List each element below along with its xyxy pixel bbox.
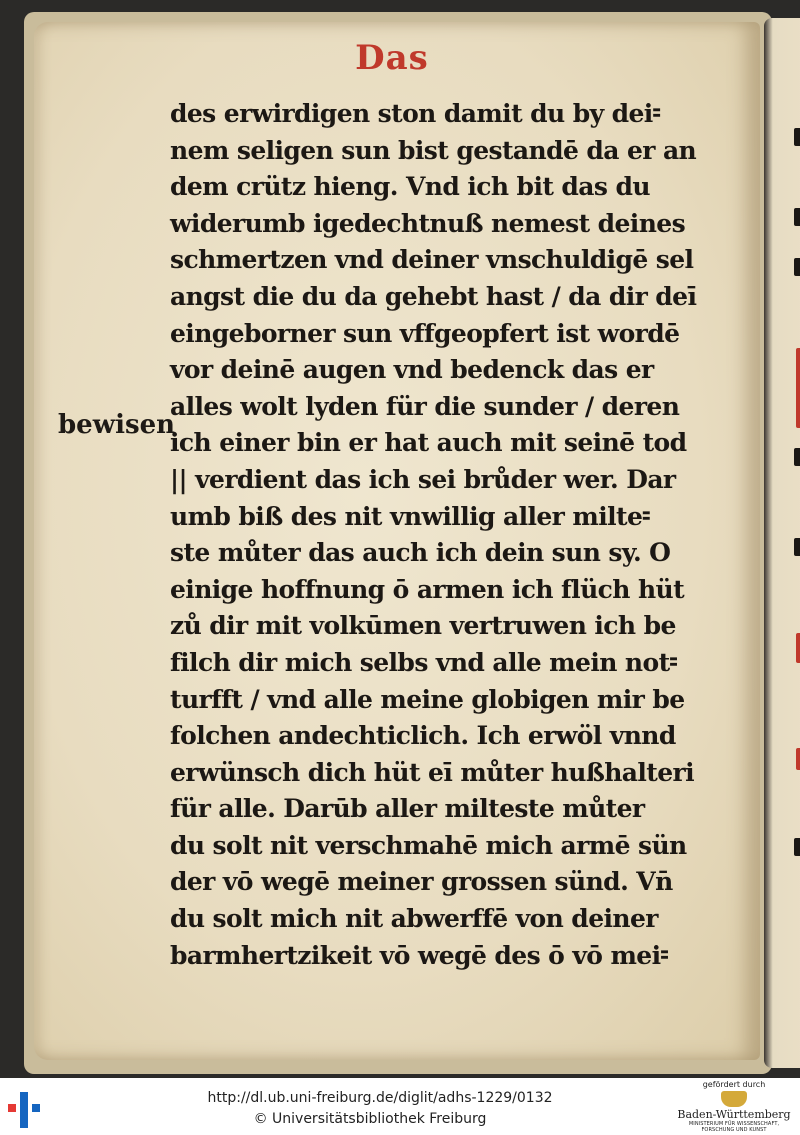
footer-bar (0, 1078, 800, 1135)
funder-block[interactable] (674, 1080, 794, 1133)
text-line: ich einer bin er hat auch mit seinē tod (170, 428, 687, 458)
text-line: turfft / vnd alle meine globigen mir be (170, 684, 685, 714)
next-page-ink (794, 208, 800, 226)
text-line: du solt nit verschmahē mich armē sün (170, 830, 687, 860)
next-page-ink (794, 538, 800, 556)
text-line: dem crütz hieng. Vnd ich bit das du (170, 172, 650, 202)
text-line: vor deinē augen vnd bedenck das er (170, 355, 654, 385)
text-line: eingeborner sun vffgeopfert ist wordē (170, 318, 680, 348)
text-line: widerumb igedechtnuß nemest deines (170, 208, 686, 238)
text-line: nem seligen sun bist gestandē da er an (170, 135, 697, 165)
text-line: ste můter das auch ich dein sun sy. O (170, 538, 671, 568)
text-line: barmhertzikeit vō wegē des ō vō mei⹀ (170, 940, 668, 970)
text-line: alles wolt lyden für die sunder / deren (170, 391, 680, 421)
text-line: angst die du da gehebt hast / da dir deī (170, 281, 697, 311)
text-line: filch dir mich selbs vnd alle mein not⹀ (170, 647, 677, 677)
text-line: des erwirdigen ston damit du by dei⹀ (170, 99, 661, 128)
funder-ministry: MINISTERIUM FÜR WISSENSCHAFT, FORSCHUNG UND KUNST (688, 1121, 780, 1133)
funder-state: Baden-Württemberg (677, 1108, 791, 1121)
text-block (170, 96, 697, 974)
next-page-rubric (796, 348, 800, 428)
rubric-heading: Das (355, 38, 429, 78)
text-line: der vō wegē meiner grossen sünd. Vn̄ (170, 867, 673, 897)
funder-label: gefördert durch (702, 1080, 766, 1089)
next-page-ink (794, 258, 800, 276)
next-page-rubric (796, 633, 800, 663)
text-line: umb biß des nit vnwillig aller milte⹀ (170, 501, 650, 531)
next-page-edge (764, 18, 800, 1068)
text-line: erwünsch dich hüt eī můter hußhalteri (170, 757, 695, 787)
permalink-url[interactable]: http://dl.ub.uni-freiburg.de/diglit/adhs-1229/0132 (207, 1090, 553, 1106)
copyright-notice: © Universitätsbibliothek Freiburg (253, 1111, 487, 1127)
text-line: || verdient das ich sei brůder wer. Dar (170, 464, 676, 494)
baden-wuerttemberg-crest-icon (721, 1091, 747, 1107)
text-line: einige hoffnung ō armen ich flüch hüt (170, 574, 685, 604)
next-page-rubric (796, 748, 800, 770)
next-page-ink (794, 838, 800, 856)
text-line: zů dir mit volkūmen vertruwen ich be (170, 611, 676, 641)
text-line: folchen andechticlich. Ich erwöl vnnd (170, 721, 676, 751)
margin-note: bewisen (58, 410, 176, 440)
text-line: schmertzen vnd deiner vnschuldigē sel (170, 245, 694, 275)
text-line: du solt mich nit abwerffē von deiner (170, 904, 658, 934)
text-line: für alle. Darūb aller milteste můter (170, 794, 645, 824)
next-page-ink (794, 128, 800, 146)
next-page-ink (794, 448, 800, 466)
